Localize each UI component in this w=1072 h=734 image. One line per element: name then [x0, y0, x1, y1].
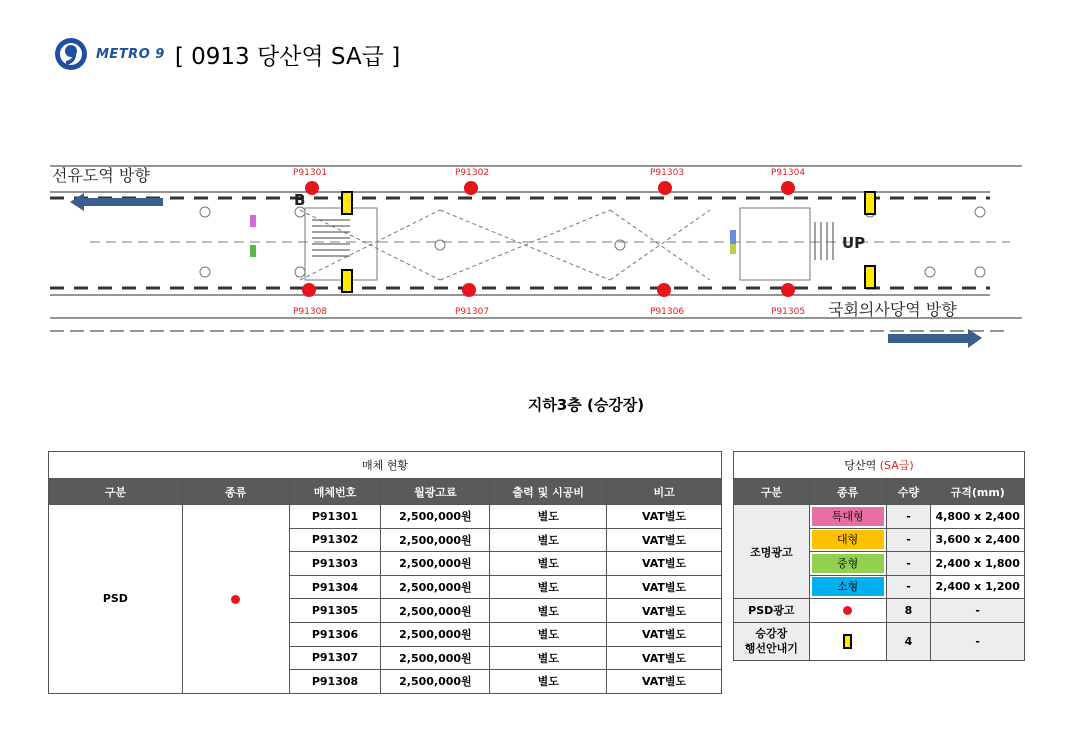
marker-up: UP [842, 234, 866, 252]
table-row: 조명광고 특대형 - 4,800 x 2,400 [734, 505, 1025, 529]
header-kind: 종류 [182, 479, 289, 505]
left-arrow-icon [70, 193, 163, 211]
right-arrow-icon [888, 329, 982, 348]
marker-b: B [294, 191, 306, 209]
table-row: P91308 2,500,000원 별도 VAT별도 [49, 670, 722, 694]
psd-dot-p91306 [657, 283, 671, 297]
label-p91303: P91303 [650, 168, 685, 178]
table-row: 소형 - 2,400 x 1,200 [734, 575, 1025, 599]
metro9-logo-icon [54, 37, 88, 71]
media-status-table [48, 451, 722, 694]
table-row: P91302 2,500,000원 별도 VAT별도 [49, 528, 722, 552]
label-p91305: P91305 [771, 307, 806, 317]
page-header [54, 36, 400, 72]
size-m-swatch: 중형 [812, 554, 884, 573]
label-p91306: P91306 [650, 307, 685, 317]
guide-box-3 [865, 192, 875, 214]
guide-box-1 [342, 192, 352, 214]
header-monthly-fee: 월광고료 [381, 479, 490, 505]
label-p91308: P91308 [293, 307, 328, 317]
direction-right-label: 국회의사당역 방향 [828, 300, 957, 319]
psd-dot-p91308 [302, 283, 316, 297]
page-title: [ 0913 당산역 SA급 ] [174, 43, 401, 70]
media-table-title: 매체 현황 [49, 452, 722, 479]
psd-dot-p91307 [462, 283, 476, 297]
station-summary-table: 당산역 (SA급) 구분 종류 수량 규격(mm) 조명광고 특대형 - 4,800 x 2,400 대형 - 3,600 x 2,400 중형 - 2,400 x 1,800 소형 - 2,400 x 1,200 PSD광고 8 - 승강장 행선안내기 4 - [733, 451, 1025, 661]
red-dot-icon [843, 606, 852, 615]
label-p91304: P91304 [771, 168, 806, 178]
direction-left-label: 선유도역 방향 [52, 166, 150, 185]
kind-cell [182, 505, 289, 694]
header-note: 비고 [607, 479, 722, 505]
category-cell: PSD [49, 505, 183, 694]
lighting-category: 조명광고 [734, 505, 810, 599]
table-row: P91306 2,500,000원 별도 VAT별도 [49, 622, 722, 646]
psd-dot-p91302 [464, 181, 478, 195]
table-row: 승강장 행선안내기 4 - [734, 622, 1025, 660]
psd-dot-p91304 [781, 181, 795, 195]
table-row: P91304 2,500,000원 별도 VAT별도 [49, 575, 722, 599]
summary-table-title: 당산역 (SA급) [734, 452, 1025, 479]
psd-dot-p91303 [658, 181, 672, 195]
psd-dot-p91301 [305, 181, 319, 195]
red-dot-icon [231, 595, 240, 604]
header-media-id: 매체번호 [289, 479, 381, 505]
header-print-cost: 출력 및 시공비 [490, 479, 607, 505]
table-row: P91303 2,500,000원 별도 VAT별도 [49, 552, 722, 576]
platform-diagram [50, 150, 1022, 350]
guide-box-4 [865, 266, 875, 288]
table-row: P91305 2,500,000원 별도 VAT별도 [49, 599, 722, 623]
table-row: PSD P91301 2,500,000원 별도 VAT별도 [49, 505, 722, 529]
diagram-caption: 지하3층 (승강장) [527, 396, 645, 414]
table-row: 대형 - 3,600 x 2,400 [734, 528, 1025, 552]
label-p91307: P91307 [455, 307, 490, 317]
table-row: P91307 2,500,000원 별도 VAT별도 [49, 646, 722, 670]
size-s-swatch: 소형 [812, 577, 884, 596]
table-row: 중형 - 2,400 x 1,800 [734, 552, 1025, 576]
table-row: PSD광고 8 - [734, 599, 1025, 623]
label-p91302: P91302 [455, 168, 490, 178]
yellow-box-icon [843, 634, 852, 649]
size-l-swatch: 대형 [812, 530, 884, 549]
brand-name: METRO 9 [96, 46, 165, 62]
header-category: 구분 [49, 479, 183, 505]
label-p91301: P91301 [293, 168, 328, 178]
psd-dot-p91305 [781, 283, 795, 297]
size-xl-swatch: 특대형 [812, 507, 884, 526]
guide-box-2 [342, 270, 352, 292]
